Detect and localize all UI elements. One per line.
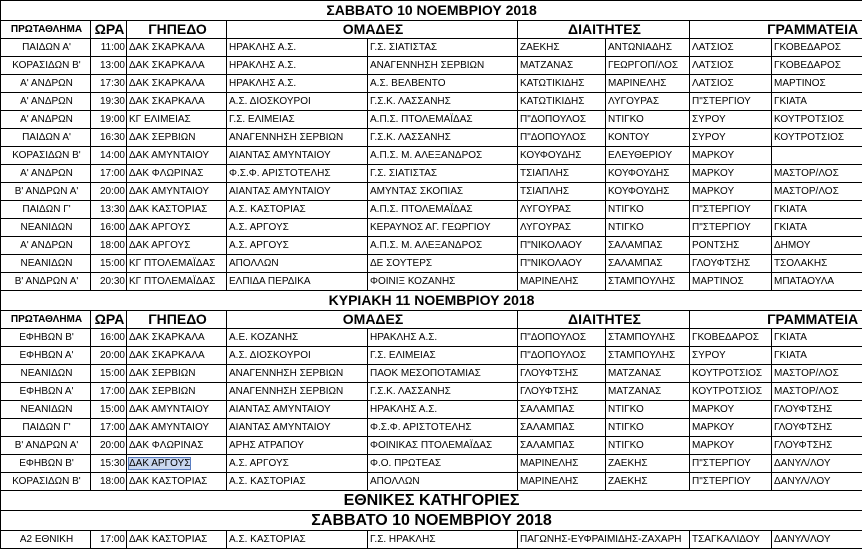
table-cell[interactable]: ΑΡΗΣ ΑΤΡΑΠΟΥ (227, 437, 368, 455)
table-row (1, 455, 862, 473)
header-referees: ΔΙΑΙΤΗΤΕΣ (518, 21, 690, 39)
table-cell[interactable]: ΑΙΑΝΤΑΣ ΑΜΥΝΤΑΙΟΥ (227, 401, 368, 419)
table-cell[interactable]: ΚΟΥΤΡΟΤΣΙΟΣ (772, 129, 862, 147)
table-row (1, 255, 862, 273)
table-cell[interactable]: 16:00 (91, 329, 127, 347)
national-saturday-title: ΣΑΒΒΑΤΟ 10 ΝΟΕΜΒΡΙΟΥ 2018 (1, 511, 862, 531)
table-cell[interactable]: Β' ΑΝΔΡΩΝ Α' (1, 183, 91, 201)
table-cell[interactable]: ΜΑΣΤΟΡ/ΛΟΣ (772, 365, 862, 383)
table-cell[interactable]: ΗΡΑΚΛΗΣ Α.Σ. (227, 39, 368, 57)
table-cell[interactable]: Π"ΔΟΠΟΥΛΟΣ (518, 329, 606, 347)
table-cell[interactable]: ΠΑΙΔΩΝ Α' (1, 129, 91, 147)
table-cell[interactable]: Β' ΑΝΔΡΩΝ Α' (1, 273, 91, 291)
saturday-title-row (1, 1, 862, 21)
table-cell[interactable]: ΔΑΚ ΣΚΑΡΚΑΛΑ (127, 329, 227, 347)
header-time: ΩΡΑ (91, 21, 127, 39)
selected-cell-text[interactable]: ΔΑΚ ΑΡΓΟΥΣ (129, 458, 191, 469)
table-row (1, 93, 862, 111)
table-cell[interactable]: 16:00 (91, 219, 127, 237)
table-cell[interactable]: ΓΛΟΥΦΤΣΗΣ (772, 437, 862, 455)
table-cell[interactable]: 15:00 (91, 401, 127, 419)
table-cell[interactable]: ΣΥΡΟΥ (690, 129, 772, 147)
table-row (1, 75, 862, 93)
table-cell[interactable]: Α.Π.Σ. Μ. ΑΛΕΞΑΝΔΡΟΣ (368, 147, 518, 165)
table-cell[interactable]: ΔΑΚ ΣΚΑΡΚΑΛΑ (127, 57, 227, 75)
table-cell[interactable]: 20:00 (91, 437, 127, 455)
table-cell[interactable]: ΤΣΟΛΑΚΗΣ (772, 255, 862, 273)
table-row (1, 219, 862, 237)
table-cell[interactable]: ΝΕΑΝΙΔΩΝ (1, 219, 91, 237)
table-row (1, 347, 862, 365)
national-title: ΕΘΝΙΚΕΣ ΚΑΤΗΓΟΡΙΕΣ (1, 491, 862, 511)
table-cell[interactable]: Α.Σ. ΔΙΟΣΚΟΥΡΟΙ (227, 347, 368, 365)
table-cell[interactable]: ΚΟΡΑΣΙΔΩΝ Β' (1, 147, 91, 165)
table-cell[interactable]: ΝΤΙΓΚΟ (606, 419, 690, 437)
header-championship: ΠΡΩΤΑΘΛΗΜΑ (1, 311, 91, 329)
table-cell[interactable]: ΚΑΤΩΤΙΚΙΔΗΣ (518, 93, 606, 111)
table-cell[interactable]: ΔΑΚ ΑΜΥΝΤΑΙΟΥ (127, 183, 227, 201)
table-cell[interactable]: ΑΝΑΓΕΝΝΗΣΗ ΣΕΡΒΙΩΝ (227, 129, 368, 147)
table-cell[interactable]: ΔΑΚ ΚΑΣΤΟΡΙΑΣ (127, 201, 227, 219)
table-cell[interactable]: Α.Σ. ΚΑΣΤΟΡΙΑΣ (227, 531, 368, 549)
table-cell[interactable]: ΖΑΕΚΗΣ (606, 455, 690, 473)
table-row (1, 383, 862, 401)
table-cell[interactable]: ΤΣΑΓΚΑΛΙΔΟΥ (690, 531, 772, 549)
table-cell[interactable]: ΓΚΟΒΕΔΑΡΟΣ (772, 39, 862, 57)
table-cell[interactable]: ΜΑΡΤΙΝΟΣ (772, 75, 862, 93)
table-cell[interactable]: ΗΡΑΚΛΗΣ Α.Σ. (368, 401, 518, 419)
table-cell[interactable]: ΓΚΙΑΤΑ (772, 219, 862, 237)
table-row (1, 39, 862, 57)
table-row (1, 111, 862, 129)
table-cell[interactable]: ΔΑΚ ΦΛΩΡΙΝΑΣ (127, 437, 227, 455)
header-venue: ΓΗΠΕΔΟ (127, 21, 227, 39)
table-cell[interactable]: Α.Ε. ΚΟΖΑΝΗΣ (227, 329, 368, 347)
table-cell[interactable]: Α.Π.Σ. Μ. ΑΛΕΞΑΝΔΡΟΣ (368, 237, 518, 255)
table-cell[interactable]: ΚΟΥΦΟΥΔΗΣ (606, 165, 690, 183)
table-cell[interactable]: ΓΚΙΑΤΑ (772, 329, 862, 347)
table-cell[interactable]: ΜΑΤΖΑΝΑΣ (606, 383, 690, 401)
table-cell[interactable]: ΤΣΙΑΠΛΗΣ (518, 165, 606, 183)
table-cell[interactable]: ΚΓ ΠΤΟΛΕΜΑΪΔΑΣ (127, 273, 227, 291)
table-cell[interactable]: ΑΜΥΝΤΑΣ ΣΚΟΠΙΑΣ (368, 183, 518, 201)
table-cell[interactable]: 13:30 (91, 201, 127, 219)
table-cell[interactable]: Α.Σ. ΚΑΣΤΟΡΙΑΣ (227, 473, 368, 491)
table-cell[interactable]: ΝΤΙΓΚΟ (606, 437, 690, 455)
table-cell[interactable]: ΓΚΟΒΕΔΑΡΟΣ (772, 57, 862, 75)
table-cell[interactable]: ΓΛΟΥΦΤΣΗΣ (772, 401, 862, 419)
table-cell[interactable]: ΠΑΓΩΝΗΣ-ΕΥΦΡΑΙΜΙΔΗΣ-ΖΑΧΑΡΗ (518, 531, 690, 549)
table-cell[interactable]: ΜΑΣΤΟΡ/ΛΟΣ (772, 383, 862, 401)
table-cell[interactable]: ΑΝΤΩΝΙΑΔΗΣ (606, 39, 690, 57)
table-cell[interactable]: ΜΑΡΚΟΥ (690, 183, 772, 201)
table-cell[interactable]: ΣΑΛΑΜΠΑΣ (518, 437, 606, 455)
table-cell[interactable]: ΔΑΝΥΛ/ΛΟΥ (772, 531, 862, 549)
table-cell[interactable]: Α.Σ. ΒΕΛΒΕΝΤΟ (368, 75, 518, 93)
header-secretariat: ΓΡΑΜΜΑΤΕΙΑ (690, 21, 862, 39)
table-cell[interactable]: ΔΑΚ ΚΑΣΤΟΡΙΑΣ (127, 473, 227, 491)
table-cell[interactable]: ΚΟΥΦΟΥΔΗΣ (606, 183, 690, 201)
table-cell[interactable]: ΤΣΙΑΠΛΗΣ (518, 183, 606, 201)
table-cell[interactable]: Α' ΑΝΔΡΩΝ (1, 111, 91, 129)
table-cell[interactable]: Π"ΝΙΚΟΛΑΟΥ (518, 237, 606, 255)
table-cell[interactable]: 15:00 (91, 365, 127, 383)
table-row (1, 401, 862, 419)
table-cell[interactable]: ΔΑΚ ΣΚΑΡΚΑΛΑ (127, 347, 227, 365)
sunday-title-row (1, 291, 862, 311)
table-cell[interactable]: ΖΑΕΚΗΣ (518, 39, 606, 57)
table-cell[interactable]: Π"ΔΟΠΟΥΛΟΣ (518, 129, 606, 147)
table-cell[interactable]: Π"ΝΙΚΟΛΑΟΥ (518, 255, 606, 273)
table-cell[interactable]: Π"ΣΤΕΡΓΙΟΥ (690, 201, 772, 219)
table-cell[interactable]: Γ.Σ.Κ. ΛΑΣΣΑΝΗΣ (368, 129, 518, 147)
table-cell[interactable]: ΔΑΚ ΦΛΩΡΙΝΑΣ (127, 165, 227, 183)
table-cell[interactable]: Π"ΔΟΠΟΥΛΟΣ (518, 347, 606, 365)
table-cell[interactable]: ΝΤΙΓΚΟ (606, 219, 690, 237)
table-cell[interactable]: ΦΟΙΝΙΚΑΣ ΠΤΟΛΕΜΑΪΔΑΣ (368, 437, 518, 455)
table-row (1, 237, 862, 255)
table-cell[interactable]: ΛΑΤΣΙΟΣ (690, 75, 772, 93)
table-cell[interactable]: ΔΕ ΣΟΥΤΕΡΣ (368, 255, 518, 273)
table-cell[interactable]: ΑΠΟΛΛΩΝ (227, 255, 368, 273)
table-cell[interactable]: ΡΟΝΤΣΗΣ (690, 237, 772, 255)
table-cell[interactable]: ΔΑΚ ΑΜΥΝΤΑΙΟΥ (127, 147, 227, 165)
table-cell[interactable]: Β' ΑΝΔΡΩΝ Α' (1, 437, 91, 455)
table-cell[interactable]: ΚΟΥΤΡΟΤΣΙΟΣ (690, 383, 772, 401)
table-cell[interactable]: Α.Π.Σ. ΠΤΟΛΕΜΑΪΔΑΣ (368, 111, 518, 129)
table-cell[interactable]: ΔΑΚ ΣΕΡΒΙΩΝ (127, 129, 227, 147)
table-cell[interactable]: ΜΑΡΙΝΕΛΗΣ (606, 75, 690, 93)
table-cell[interactable]: 20:00 (91, 183, 127, 201)
table-cell[interactable]: ΔΑΚ ΣΚΑΡΚΑΛΑ (127, 75, 227, 93)
sunday-title: ΚΥΡΙΑΚΗ 11 ΝΟΕΜΒΡΙΟΥ 2018 (1, 291, 862, 311)
table-cell[interactable]: ΛΥΓΟΥΡΑΣ (606, 93, 690, 111)
table-cell[interactable]: ΛΑΤΣΙΟΣ (690, 39, 772, 57)
table-cell[interactable]: 18:00 (91, 473, 127, 491)
table-cell[interactable]: ΚΟΥΦΟΥΔΗΣ (518, 147, 606, 165)
table-cell[interactable]: ΔΑΚ ΑΜΥΝΤΑΙΟΥ (127, 419, 227, 437)
table-cell[interactable]: 19:00 (91, 111, 127, 129)
table-cell[interactable]: Γ.Σ.Κ. ΛΑΣΣΑΝΗΣ (368, 383, 518, 401)
table-cell[interactable]: ΔΑΚ ΑΜΥΝΤΑΙΟΥ (127, 401, 227, 419)
table-cell[interactable]: ΔΑΚ ΣΕΡΒΙΩΝ (127, 383, 227, 401)
table-cell[interactable]: Α.Σ. ΑΡΓΟΥΣ (227, 219, 368, 237)
table-cell[interactable]: ΕΦΗΒΩΝ Β' (1, 455, 91, 473)
table-cell[interactable]: ΓΚΙΑΤΑ (772, 201, 862, 219)
table-cell[interactable]: ΑΙΑΝΤΑΣ ΑΜΥΝΤΑΙΟΥ (227, 419, 368, 437)
table-cell[interactable]: Α.Σ. ΑΡΓΟΥΣ (227, 455, 368, 473)
table-cell[interactable]: ΦΟΙΝΙΞ ΚΟΖΑΝΗΣ (368, 273, 518, 291)
table-cell[interactable]: ΖΑΕΚΗΣ (606, 473, 690, 491)
table-cell[interactable]: ΓΚΙΑΤΑ (772, 347, 862, 365)
table-cell[interactable]: ΣΤΑΜΠΟΥΛΗΣ (606, 347, 690, 365)
table-cell[interactable]: ΓΛΟΥΦΤΣΗΣ (772, 419, 862, 437)
table-cell[interactable]: ΜΑΡΚΟΥ (690, 165, 772, 183)
table-cell[interactable]: ΓΛΟΥΦΤΣΗΣ (690, 255, 772, 273)
table-cell[interactable]: Γ.Σ. ΣΙΑΤΙΣΤΑΣ (368, 39, 518, 57)
table-row (1, 419, 862, 437)
table-cell[interactable]: ΝΕΑΝΙΔΩΝ (1, 365, 91, 383)
table-cell[interactable]: Γ.Σ.Κ. ΛΑΣΣΑΝΗΣ (368, 93, 518, 111)
table-cell[interactable]: ΜΑΣΤΟΡ/ΛΟΣ (772, 183, 862, 201)
table-row (1, 531, 862, 549)
table-cell[interactable]: ΑΙΑΝΤΑΣ ΑΜΥΝΤΑΙΟΥ (227, 147, 368, 165)
table-cell[interactable]: ΜΑΡΙΝΕΛΗΣ (518, 455, 606, 473)
table-row (1, 129, 862, 147)
table-cell[interactable]: ΣΤΑΜΠΟΥΛΗΣ (606, 329, 690, 347)
table-cell[interactable]: 16:30 (91, 129, 127, 147)
header-championship: ΠΡΩΤΑΘΛΗΜΑ (1, 21, 91, 39)
table-cell[interactable]: ΣΥΡΟΥ (690, 111, 772, 129)
table-cell[interactable]: ΣΤΑΜΠΟΥΛΗΣ (606, 273, 690, 291)
table-cell[interactable]: ΝΕΑΝΙΔΩΝ (1, 401, 91, 419)
table-row (1, 165, 862, 183)
table-row (1, 183, 862, 201)
table-row (1, 437, 862, 455)
table-cell[interactable]: Π"ΣΤΕΡΓΙΟΥ (690, 93, 772, 111)
table-row (1, 329, 862, 347)
table-cell[interactable]: Φ.Σ.Φ. ΑΡΙΣΤΟΤΕΛΗΣ (227, 165, 368, 183)
table-cell[interactable]: ΓΛΟΥΦΤΣΗΣ (518, 383, 606, 401)
table-cell[interactable]: ΛΑΤΣΙΟΣ (690, 57, 772, 75)
table-cell[interactable]: Γ.Σ. ΗΡΑΚΛΗΣ (368, 531, 518, 549)
saturday-title: ΣΑΒΒΑΤΟ 10 ΝΟΕΜΒΡΙΟΥ 2018 (1, 1, 862, 21)
table-cell[interactable]: ΚΑΤΩΤΙΚΙΔΗΣ (518, 75, 606, 93)
table-cell[interactable]: Γ.Σ. ΕΛΙΜΕΙΑΣ (227, 111, 368, 129)
table-cell[interactable]: ΔΑΚ ΑΡΓΟΥΣ (127, 219, 227, 237)
table-cell[interactable]: Α2 ΕΘΝΙΚΗ (1, 531, 91, 549)
table-cell[interactable]: ΜΠΑΤΑΟΥΛΑ (772, 273, 862, 291)
table-cell[interactable]: ΔΑΚ ΚΑΣΤΟΡΙΑΣ (127, 531, 227, 549)
table-cell[interactable]: ΔΗΜΟΥ (772, 237, 862, 255)
table-cell[interactable]: ΣΑΛΑΜΠΑΣ (606, 255, 690, 273)
table-cell[interactable]: ΚΟΥΤΡΟΤΣΙΟΣ (690, 365, 772, 383)
table-cell[interactable]: ΠΑΙΔΩΝ Γ' (1, 419, 91, 437)
table-cell[interactable]: ΗΡΑΚΛΗΣ Α.Σ. (368, 329, 518, 347)
table-cell[interactable]: ΑΠΟΛΛΩΝ (368, 473, 518, 491)
table-cell[interactable]: ΣΑΛΑΜΠΑΣ (606, 237, 690, 255)
table-cell[interactable]: 17:00 (91, 165, 127, 183)
table-cell[interactable]: ΜΑΡΚΟΥ (690, 147, 772, 165)
table-cell[interactable]: ΚΓ ΠΤΟΛΕΜΑΪΔΑΣ (127, 255, 227, 273)
table-cell[interactable]: Α.Π.Σ. ΠΤΟΛΕΜΑΪΔΑΣ (368, 201, 518, 219)
header-teams: ΟΜΑΔΕΣ (227, 21, 518, 39)
national-saturday-title-row (1, 511, 862, 531)
table-cell[interactable]: 17:00 (91, 531, 127, 549)
table-row (1, 473, 862, 491)
table-cell[interactable]: ΜΑΡΙΝΕΛΗΣ (518, 273, 606, 291)
table-cell[interactable]: Α.Σ. ΔΙΟΣΚΟΥΡΟΙ (227, 93, 368, 111)
table-cell[interactable]: 14:00 (91, 147, 127, 165)
table-cell[interactable]: 11:00 (91, 39, 127, 57)
table-cell[interactable]: ΠΑΙΔΩΝ Α' (1, 39, 91, 57)
table-cell[interactable]: ΕΦΗΒΩΝ Α' (1, 383, 91, 401)
table-cell[interactable]: Φ.Σ.Φ. ΑΡΙΣΤΟΤΕΛΗΣ (368, 419, 518, 437)
table-row (1, 273, 862, 291)
table-cell[interactable]: ΜΑΡΚΟΥ (690, 437, 772, 455)
saturday-header-row (1, 21, 862, 39)
table-cell[interactable]: ΜΑΤΖΑΝΑΣ (518, 57, 606, 75)
header-venue: ΓΗΠΕΔΟ (127, 311, 227, 329)
table-cell[interactable]: ΝΤΙΓΚΟ (606, 401, 690, 419)
table-cell[interactable]: Α.Σ. ΑΡΓΟΥΣ (227, 237, 368, 255)
table-cell[interactable]: ΔΑΚ ΣΕΡΒΙΩΝ (127, 365, 227, 383)
table-cell[interactable]: Α' ΑΝΔΡΩΝ (1, 237, 91, 255)
table-cell[interactable]: ΕΛΕΥΘΕΡΙΟΥ (606, 147, 690, 165)
table-cell[interactable]: Γ.Σ. ΣΙΑΤΙΣΤΑΣ (368, 165, 518, 183)
table-cell[interactable]: ΠΑΙΔΩΝ Γ' (1, 201, 91, 219)
table-cell[interactable]: 20:30 (91, 273, 127, 291)
header-referees: ΔΙΑΙΤΗΤΕΣ (518, 311, 690, 329)
table-cell[interactable]: ΔΑΚ ΣΚΑΡΚΑΛΑ (127, 39, 227, 57)
table-cell[interactable]: ΑΙΑΝΤΑΣ ΑΜΥΝΤΑΙΟΥ (227, 183, 368, 201)
table-cell[interactable]: ΣΑΛΑΜΠΑΣ (518, 419, 606, 437)
table-cell[interactable]: 20:00 (91, 347, 127, 365)
table-cell[interactable]: ΚΕΡΑΥΝΟΣ ΑΓ. ΓΕΩΡΓΙΟΥ (368, 219, 518, 237)
table-cell[interactable]: ΑΝΑΓΕΝΝΗΣΗ ΣΕΡΒΙΩΝ (368, 57, 518, 75)
table-cell[interactable]: ΛΥΓΟΥΡΑΣ (518, 201, 606, 219)
table-row (1, 365, 862, 383)
table-cell[interactable]: Α.Σ. ΚΑΣΤΟΡΙΑΣ (227, 201, 368, 219)
table-cell[interactable]: Φ.Ο. ΠΡΩΤΕΑΣ (368, 455, 518, 473)
header-teams: ΟΜΑΔΕΣ (227, 311, 518, 329)
table-cell[interactable]: Γ.Σ. ΕΛΙΜΕΙΑΣ (368, 347, 518, 365)
table-cell[interactable]: ΣΑΛΑΜΠΑΣ (518, 401, 606, 419)
table-cell[interactable]: ΗΡΑΚΛΗΣ Α.Σ. (227, 75, 368, 93)
table-row (1, 201, 862, 219)
table-cell[interactable]: ΠΑΟΚ ΜΕΣΟΠΟΤΑΜΙΑΣ (368, 365, 518, 383)
table-row (1, 147, 862, 165)
table-cell[interactable]: ΚΟΡΑΣΙΔΩΝ Β' (1, 473, 91, 491)
table-cell[interactable]: ΕΦΗΒΩΝ Β' (1, 329, 91, 347)
table-cell[interactable]: ΚΟΥΤΡΟΤΣΙΟΣ (772, 111, 862, 129)
table-cell[interactable]: 15:00 (91, 255, 127, 273)
table-cell[interactable]: Π"ΣΤΕΡΓΙΟΥ (690, 455, 772, 473)
table-cell[interactable]: ΔΑΚ ΣΚΑΡΚΑΛΑ (127, 93, 227, 111)
national-title-row (1, 491, 862, 511)
table-cell[interactable]: 17:30 (91, 75, 127, 93)
table-cell[interactable]: ΓΚΙΑΤΑ (772, 93, 862, 111)
table-cell[interactable]: ΜΑΡΚΟΥ (690, 419, 772, 437)
table-cell[interactable]: ΜΑΣΤΟΡ/ΛΟΣ (772, 165, 862, 183)
table-cell[interactable]: 13:00 (91, 57, 127, 75)
table-cell[interactable]: ΚΟΡΑΣΙΔΩΝ Β' (1, 57, 91, 75)
table-cell[interactable]: ΑΝΑΓΕΝΝΗΣΗ ΣΕΡΒΙΩΝ (227, 365, 368, 383)
header-time: ΩΡΑ (91, 311, 127, 329)
table-cell[interactable]: ΜΑΡΚΟΥ (690, 401, 772, 419)
table-cell[interactable]: Π"ΣΤΕΡΓΙΟΥ (690, 473, 772, 491)
table-cell[interactable]: Α' ΑΝΔΡΩΝ (1, 75, 91, 93)
table-cell[interactable]: ΝΤΙΓΚΟ (606, 201, 690, 219)
table-cell[interactable]: ΓΛΟΥΦΤΣΗΣ (518, 365, 606, 383)
table-cell[interactable]: ΣΥΡΟΥ (690, 347, 772, 365)
table-cell[interactable]: Π"ΣΤΕΡΓΙΟΥ (690, 219, 772, 237)
sunday-header-row (1, 311, 862, 329)
table-cell[interactable]: ΚΟΝΤΟΥ (606, 129, 690, 147)
table-cell[interactable] (772, 147, 862, 165)
table-cell[interactable]: ΔΑΝΥΛ/ΛΟΥ (772, 473, 862, 491)
table-cell[interactable]: ΓΚΟΒΕΔΑΡΟΣ (690, 329, 772, 347)
table-cell[interactable]: ΜΑΡΙΝΕΛΗΣ (518, 473, 606, 491)
table-cell[interactable]: ΗΡΑΚΛΗΣ Α.Σ. (227, 57, 368, 75)
table-cell[interactable]: ΚΓ ΕΛΙΜΕΙΑΣ (127, 111, 227, 129)
table-cell[interactable]: ΜΑΤΖΑΝΑΣ (606, 365, 690, 383)
table-cell[interactable]: 17:00 (91, 383, 127, 401)
table-cell[interactable]: Α' ΑΝΔΡΩΝ (1, 93, 91, 111)
table-cell[interactable]: 17:00 (91, 419, 127, 437)
table-cell[interactable]: Α' ΑΝΔΡΩΝ (1, 165, 91, 183)
header-secretariat: ΓΡΑΜΜΑΤΕΙΑ (690, 311, 862, 329)
table-cell[interactable]: 15:30 (91, 455, 127, 473)
table-cell[interactable]: ΕΛΠΙΔΑ ΠΕΡΔΙΚΑ (227, 273, 368, 291)
table-cell[interactable]: ΝΤΙΓΚΟ (606, 111, 690, 129)
table-cell[interactable]: 18:00 (91, 237, 127, 255)
table-cell[interactable]: ΑΝΑΓΕΝΝΗΣΗ ΣΕΡΒΙΩΝ (227, 383, 368, 401)
selected-cell[interactable] (127, 455, 227, 473)
table-cell[interactable]: ΛΥΓΟΥΡΑΣ (518, 219, 606, 237)
table-cell[interactable]: ΔΑΚ ΑΡΓΟΥΣ (127, 237, 227, 255)
table-cell[interactable]: ΔΑΝΥΛ/ΛΟΥ (772, 455, 862, 473)
table-cell[interactable]: ΕΦΗΒΩΝ Α' (1, 347, 91, 365)
table-cell[interactable]: ΓΕΩΡΓΟΠ/ΛΟΣ (606, 57, 690, 75)
table-cell[interactable]: 19:30 (91, 93, 127, 111)
table-row (1, 57, 862, 75)
table-cell[interactable]: ΜΑΡΤΙΝΟΣ (690, 273, 772, 291)
table-cell[interactable]: ΝΕΑΝΙΔΩΝ (1, 255, 91, 273)
table-cell[interactable]: Π"ΔΟΠΟΥΛΟΣ (518, 111, 606, 129)
